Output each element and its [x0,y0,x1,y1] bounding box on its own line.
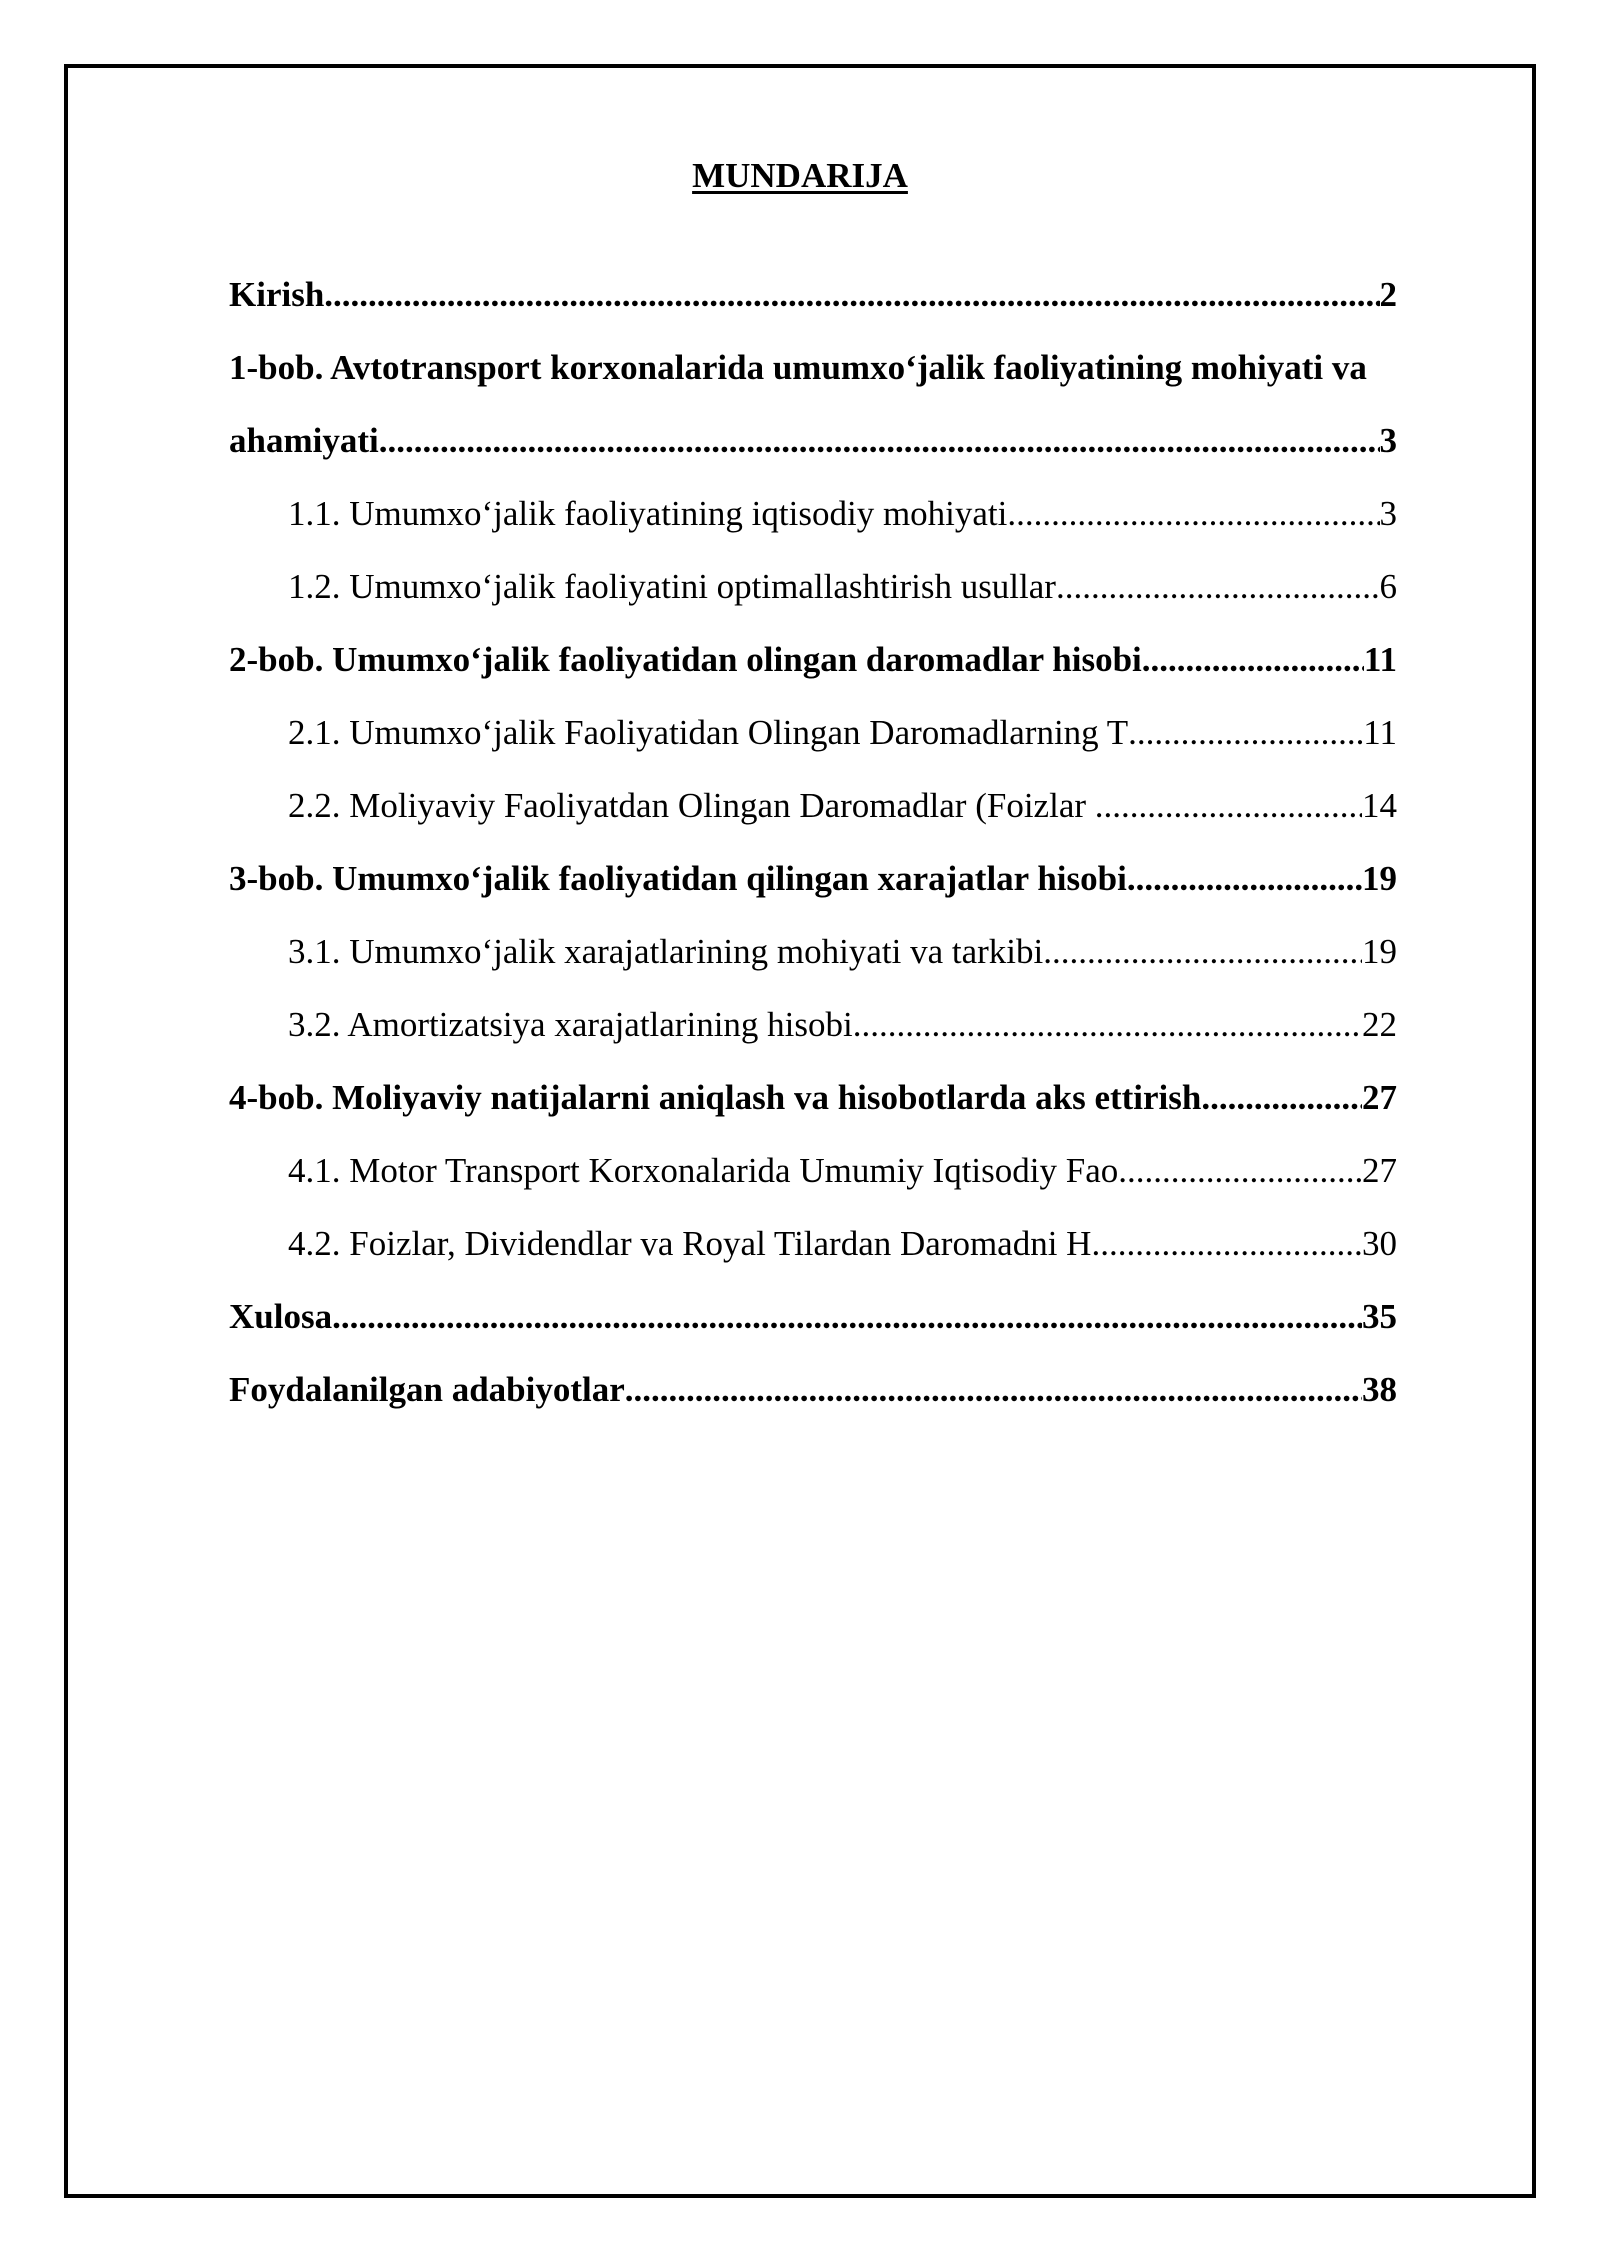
dot-leader [1128,696,1363,769]
toc-entry-label: Foydalanilgan adabiyotlar [229,1370,625,1409]
toc-page-number: 35 [1362,1297,1397,1336]
toc-entry-label: 4.1. Motor Transport Korxonalarida Umumiy Iqtisodiy Fao [288,1151,1119,1190]
dot-leader [1201,1061,1362,1134]
toc-entry-label: 2-bob. Umumxo‘jalik faoliyatidan olingan daromadlar hisobi [229,640,1142,679]
dot-leader [324,258,1379,331]
toc-page-number: 19 [1362,859,1397,898]
toc-entry-label: 3-bob. Umumxo‘jalik faoliyatidan qilingan xarajatlar hisobi [229,859,1127,898]
toc-entry-chapter-2[interactable] [229,623,1397,696]
dot-leader [1091,1207,1362,1280]
toc-entry-chapter-4[interactable] [229,1061,1397,1134]
toc-page-number: 27 [1362,1151,1397,1190]
toc-entry-section-1-2[interactable] [229,550,1397,623]
toc-entry-label: Xulosa [229,1297,333,1336]
dot-leader [332,1280,1362,1353]
toc-entry-section-4-2[interactable] [229,1207,1397,1280]
toc-entry-references[interactable] [229,1353,1397,1426]
toc-entry-label: 1.2. Umumxo‘jalik faoliyatini optimallashtirish usullar [288,567,1056,606]
toc-page-number: 14 [1362,786,1397,825]
toc-entry-label-line-2: ahamiyati [229,421,379,460]
dot-leader [1056,550,1380,623]
toc-page-number: 22 [1362,1005,1397,1044]
dot-leader [1142,623,1364,696]
toc-entry-label: 1.1. Umumxo‘jalik faoliyatining iqtisodiy mohiyati [288,494,1008,533]
toc-entry-section-3-2[interactable] [229,988,1397,1061]
toc-entry-label: 2.2. Moliyaviy Faoliyatdan Olingan Daromadlar (Foizlar [288,786,1095,825]
toc-entry-label: Kirish [229,275,325,314]
toc-entry-chapter-3[interactable] [229,842,1397,915]
dot-leader [853,988,1362,1061]
toc-page-number: 27 [1362,1078,1397,1117]
toc-entry-label: 3.1. Umumxo‘jalik xarajatlarining mohiyati va tarkibi [288,932,1044,971]
toc-page-number: 6 [1379,567,1397,606]
dot-leader [379,404,1380,477]
dot-leader [625,1353,1362,1426]
toc-entry-label: 3.2. Amortizatsiya xarajatlarining hisobi [288,1005,853,1044]
toc-page-number: 19 [1362,932,1397,971]
toc-entry-label-line-1: 1-bob. Avtotransport korxonalarida umumxo‘jalik faoliyatining mohiyati va [229,348,1367,387]
toc-page-number: 30 [1362,1224,1397,1263]
toc-entry-label: 2.1. Umumxo‘jalik Faoliyatidan Olingan Daromadlarning T [288,713,1129,752]
toc-page-number: 2 [1379,275,1397,314]
dot-leader [1095,769,1362,842]
toc-entry-section-2-2[interactable] [229,769,1397,842]
table-of-contents [229,258,1397,1426]
toc-entry-chapter-1-continuation [229,404,1397,477]
toc-entry-section-1-1[interactable] [229,477,1397,550]
page-title: MUNDARIJA [692,156,908,195]
toc-entry-label: 4-bob. Moliyaviy natijalarni aniqlash va hisobotlarda aks ettirish [229,1078,1202,1117]
toc-entry-section-3-1[interactable] [229,915,1397,988]
toc-page-number: 38 [1362,1370,1397,1409]
toc-entry-label: 4.2. Foizlar, Dividendlar va Royal Tilardan Daromadni H [288,1224,1092,1263]
toc-entry-section-2-1[interactable] [229,696,1397,769]
toc-entry-chapter-1[interactable] [229,331,1397,477]
toc-page-number: 3 [1379,494,1397,533]
toc-page-number: 11 [1363,640,1397,679]
toc-entry-section-4-1[interactable] [229,1134,1397,1207]
dot-leader [1007,477,1379,550]
dot-leader [1043,915,1362,988]
dot-leader [1127,842,1362,915]
toc-page-number: 11 [1363,713,1397,752]
toc-page-number: 3 [1379,421,1397,460]
dot-leader [1118,1134,1362,1207]
toc-entry-kirish[interactable] [229,258,1397,331]
toc-entry-xulosa[interactable] [229,1280,1397,1353]
